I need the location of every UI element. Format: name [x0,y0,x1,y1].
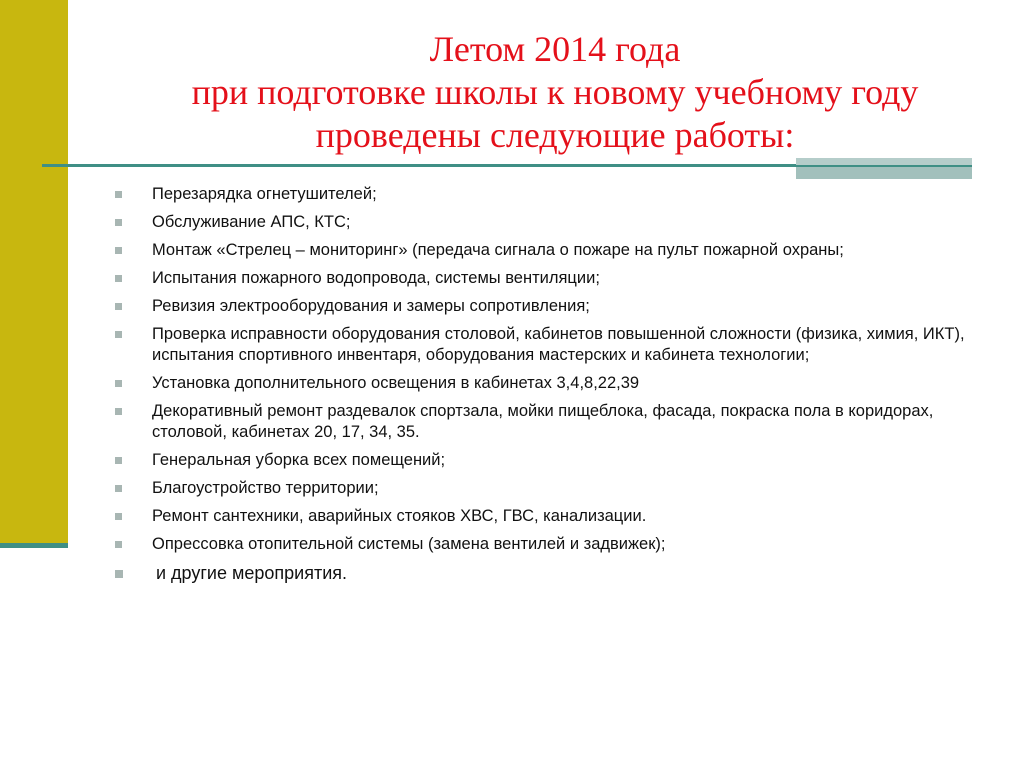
list-item-text: Монтаж «Стрелец – мониторинг» (передача сигнала о пожаре на пульт пожарной охраны; [152,241,844,259]
square-bullet-icon [115,219,122,226]
square-bullet-icon [115,485,122,492]
list-item-text: Ремонт сантехники, аварийных стояков ХВС, ГВС, канализации. [152,507,647,525]
title-line-2: при подготовке школы к новому учебному году [191,72,919,112]
square-bullet-icon [115,541,122,548]
list-item-text: Декоративный ремонт раздевалок спортзала, мойки пищеблока, фасада, покраска пола в коридорах, столовой, кабинетах 20, 17, 34, 35. [152,402,934,441]
decorative-side-bar [0,0,68,545]
list-item [112,268,992,289]
square-bullet-icon [115,191,122,198]
list-item-text: Благоустройство территории; [152,479,379,497]
list-item-text: Проверка исправности оборудования столовой, кабинетов повышенной сложности (физика, химия, ИКТ), испытания спортивного инвентаря, оборудования мастерских и кабинета технологии; [152,325,965,364]
list-item [112,240,992,261]
square-bullet-icon [115,513,122,520]
list-item [112,450,992,471]
square-bullet-icon [115,247,122,254]
decorative-block-dark [796,167,972,179]
decorative-side-bar-line [0,543,68,548]
list-item-text: Испытания пожарного водопровода, системы вентиляции; [152,269,600,287]
list-item-text: Перезарядка огнетушителей; [152,185,377,203]
list-item [112,401,992,443]
slide-title [110,28,1000,157]
list-item-text: Генеральная уборка всех помещений; [152,451,446,469]
title-line-1: Летом 2014 года [429,29,681,69]
list-item [112,534,992,555]
list-item-text: Установка дополнительного освещения в кабинетах 3,4,8,22,39 [152,374,640,392]
list-item-text: Ревизия электрооборудования и замеры сопротивления; [152,297,590,315]
work-list [112,184,992,592]
title-line-3: проведены следующие работы: [315,115,795,155]
list-item-text: и другие мероприятия. [156,563,348,583]
square-bullet-icon [115,331,122,338]
list-item-text: Опрессовка отопительной системы (замена вентилей и задвижек); [152,535,666,553]
list-item [112,562,992,585]
square-bullet-icon [115,275,122,282]
list-item [112,373,992,394]
list-item [112,212,992,233]
decorative-block-light [796,158,972,165]
list-item [112,506,992,527]
square-bullet-icon [115,303,122,310]
square-bullet-icon [115,408,122,415]
list-item-text: Обслуживание АПС, КТС; [152,213,351,231]
list-item [112,478,992,499]
square-bullet-icon [115,457,122,464]
square-bullet-icon [115,570,123,578]
list-item [112,296,992,317]
square-bullet-icon [115,380,122,387]
list-item [112,324,992,366]
list-item [112,184,992,205]
